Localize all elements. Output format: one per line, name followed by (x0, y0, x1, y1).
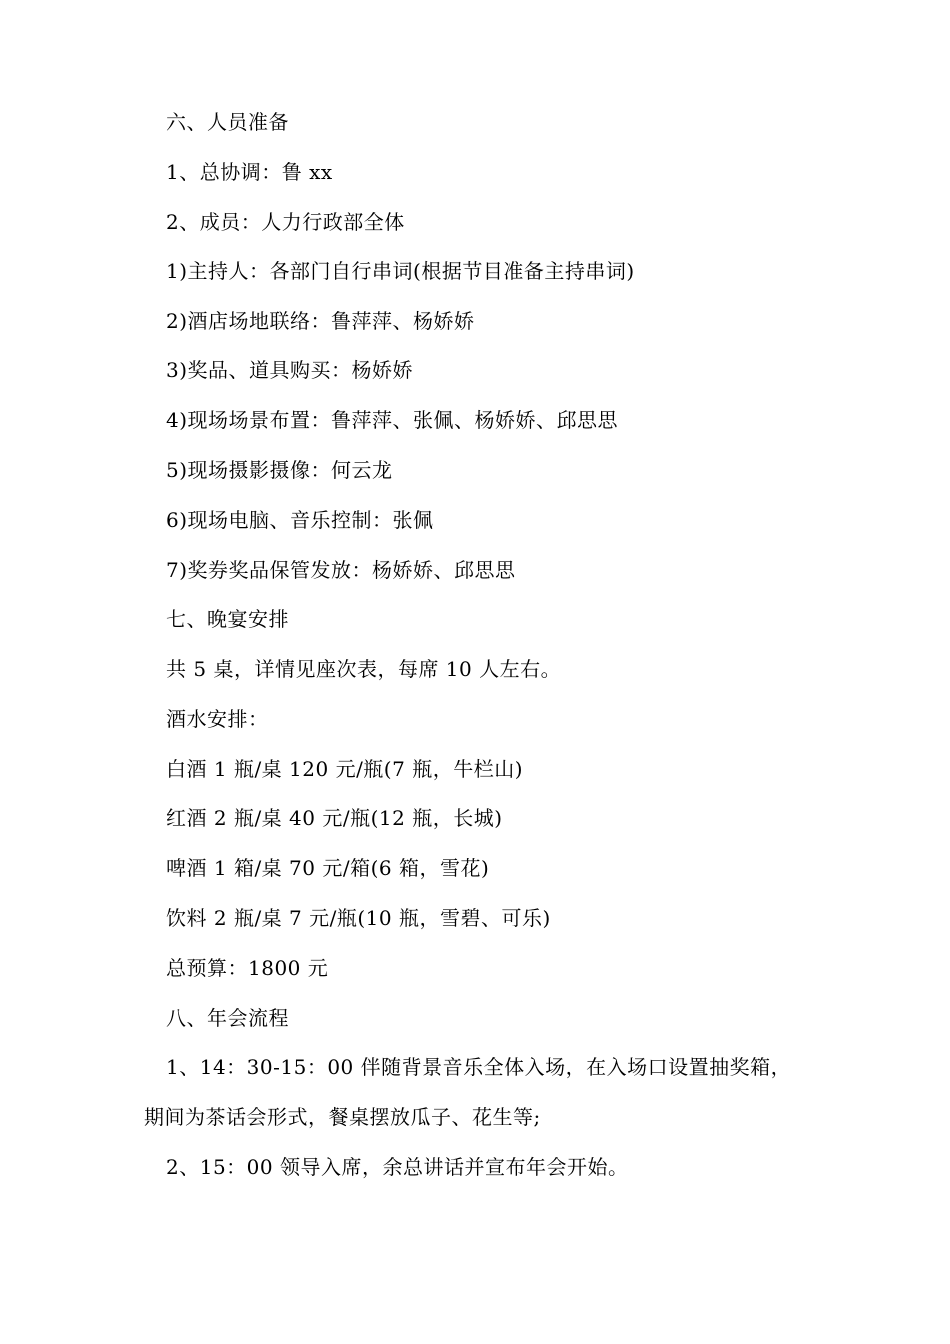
text-line: 啤酒 1 箱/桌 70 元/箱(6 箱，雪花) (166, 856, 490, 880)
text-line: 3)奖品、道具购买：杨娇娇 (166, 358, 414, 382)
text-line: 2)酒店场地联络：鲁萍萍、杨娇娇 (166, 309, 475, 333)
text-line: 1、14：30-15：00 伴随背景音乐全体入场，在入场口设置抽奖箱， (166, 1055, 792, 1079)
text-line: 2、15：00 领导入席，余总讲话并宣布年会开始。 (166, 1155, 629, 1179)
text-line: 酒水安排： (166, 707, 269, 731)
text-line: 共 5 桌，详情见座次表，每席 10 人左右。 (166, 657, 562, 681)
text-line: 1)主持人：各部门自行串词(根据节目准备主持串词) (166, 259, 635, 283)
text-line: 白酒 1 瓶/桌 120 元/瓶(7 瓶，牛栏山) (166, 757, 523, 781)
section-heading-agenda: 八、年会流程 (166, 1006, 289, 1030)
text-line: 2、成员：人力行政部全体 (166, 210, 405, 234)
text-line: 红酒 2 瓶/桌 40 元/瓶(12 瓶，长城) (166, 806, 503, 830)
text-line: 7)奖券奖品保管发放：杨娇娇、邱思思 (166, 558, 516, 582)
section-heading-staff: 六、人员准备 (166, 110, 289, 134)
text-line: 5)现场摄影摄像：何云龙 (166, 458, 393, 482)
section-heading-banquet: 七、晚宴安排 (166, 607, 289, 631)
text-line: 4)现场场景布置：鲁萍萍、张佩、杨娇娇、邱思思 (166, 408, 619, 432)
text-line: 总预算：1800 元 (166, 956, 329, 980)
text-line: 期间为茶话会形式，餐桌摆放瓜子、花生等; (144, 1105, 541, 1129)
text-line: 饮料 2 瓶/桌 7 元/瓶(10 瓶，雪碧、可乐) (166, 906, 551, 930)
text-line: 1、总协调：鲁 xx (166, 160, 333, 184)
text-line: 6)现场电脑、音乐控制：张佩 (166, 508, 434, 532)
